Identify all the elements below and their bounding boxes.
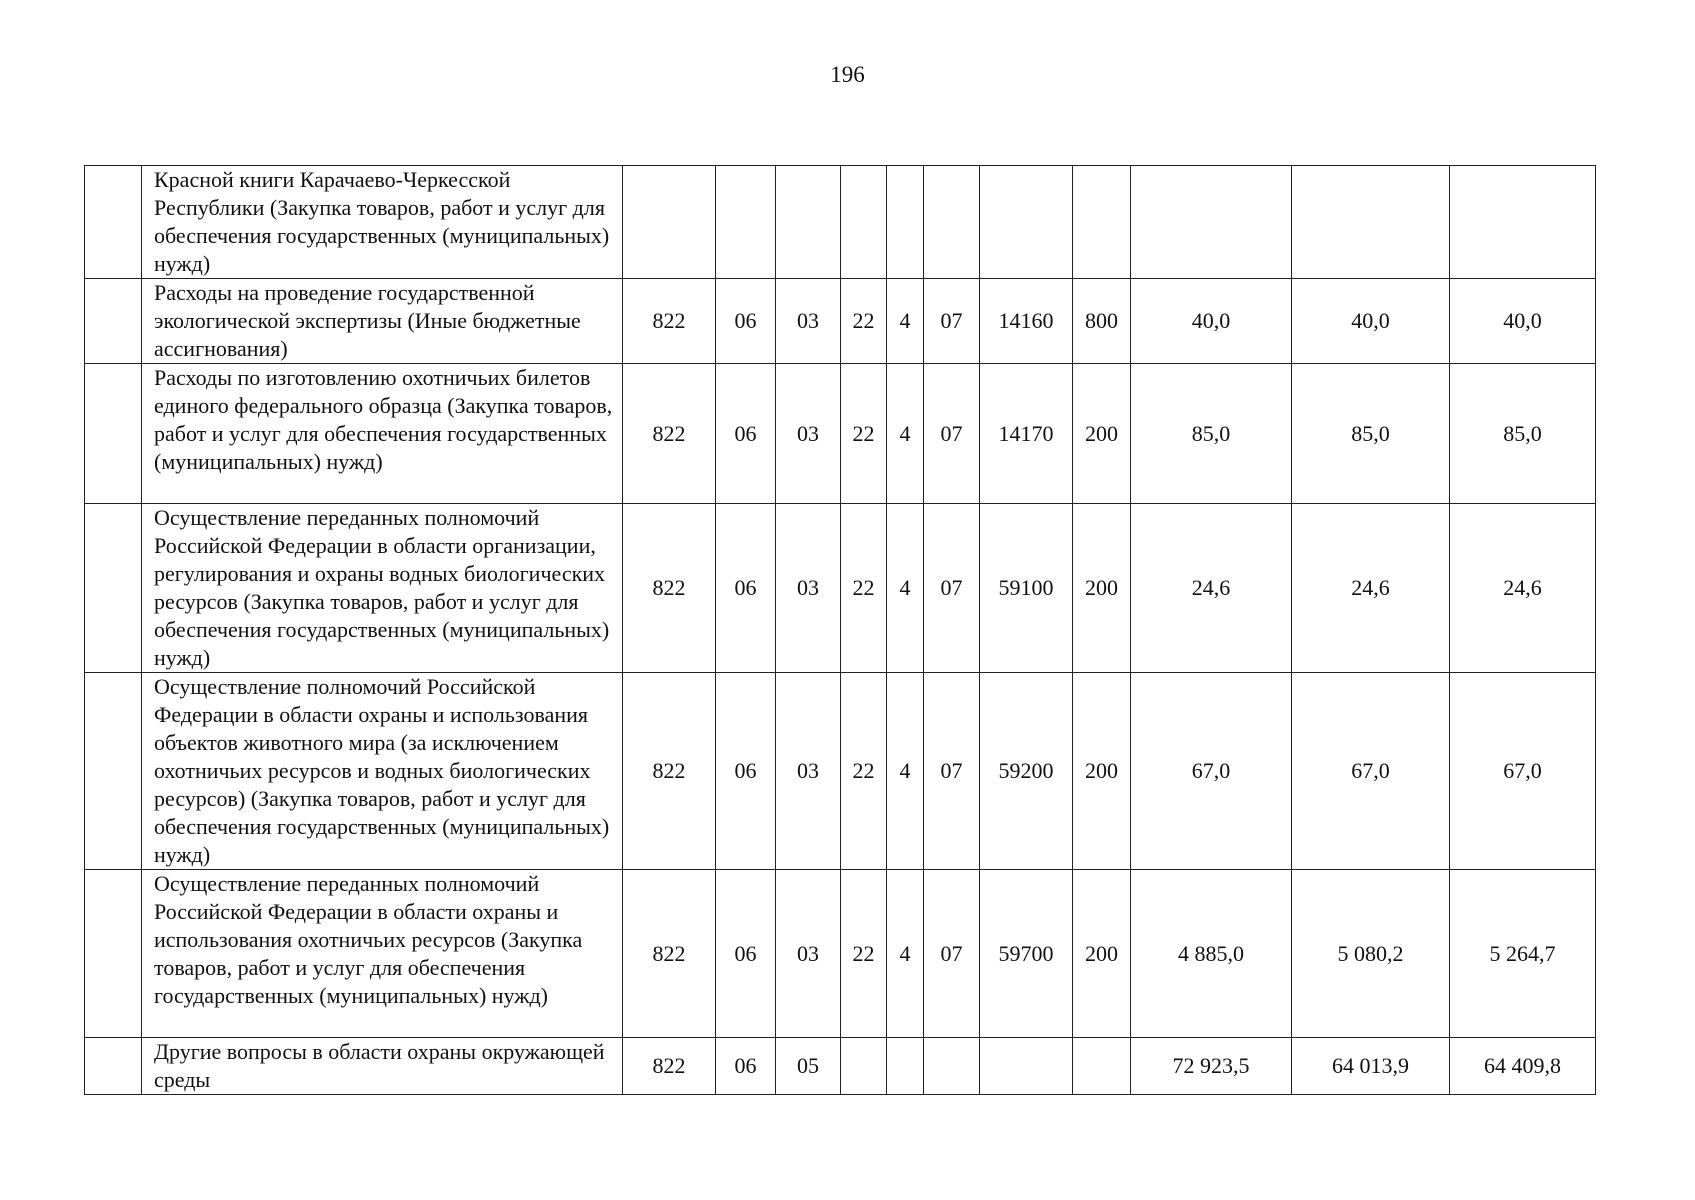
expense-type-cell: 200 (1073, 504, 1131, 673)
row-index-cell (85, 870, 142, 1038)
program-code-cell (841, 1038, 887, 1095)
sum-year2-cell: 40,0 (1292, 279, 1450, 364)
subsection-code-cell: 03 (776, 504, 841, 673)
expense-type-cell (1073, 166, 1131, 279)
admin-code-cell: 822 (623, 364, 716, 504)
section-code-cell: 06 (716, 673, 776, 870)
admin-code-cell: 822 (623, 870, 716, 1038)
sum-year3-cell: 64 409,8 (1450, 1038, 1596, 1095)
expense-type-cell: 200 (1073, 364, 1131, 504)
expense-type-cell: 800 (1073, 279, 1131, 364)
section-code-cell (716, 166, 776, 279)
sum-year1-cell: 24,6 (1131, 504, 1292, 673)
section-code-cell: 06 (716, 1038, 776, 1095)
main-event-code-cell: 07 (924, 279, 980, 364)
program-code-cell: 22 (841, 279, 887, 364)
program-code-cell: 22 (841, 364, 887, 504)
subprogram-code-cell: 4 (887, 364, 924, 504)
main-event-code-cell (924, 166, 980, 279)
sum-year2-cell: 64 013,9 (1292, 1038, 1450, 1095)
row-index-cell (85, 504, 142, 673)
direction-code-cell: 59200 (980, 673, 1073, 870)
page-number: 196 (830, 62, 865, 87)
sum-year3-cell: 85,0 (1450, 364, 1596, 504)
description-cell: Осуществление переданных полномочий Российской Федерации в области организации, регулирования и охраны водных биологических ресурсов (Закупка товаров, работ и услуг для обеспечения государственных (муниципальных) нужд) (142, 504, 623, 673)
description-cell: Расходы по изготовлению охотничьих билетов единого федерального образца (Закупка товаров, работ и услуг для обеспечения государственных (муниципальных) нужд) (142, 364, 623, 504)
sum-year2-cell: 67,0 (1292, 673, 1450, 870)
expense-type-cell: 200 (1073, 870, 1131, 1038)
direction-code-cell: 59700 (980, 870, 1073, 1038)
subprogram-code-cell: 4 (887, 870, 924, 1038)
sum-year1-cell (1131, 166, 1292, 279)
program-code-cell: 22 (841, 673, 887, 870)
sum-year1-cell: 40,0 (1131, 279, 1292, 364)
sum-year2-cell: 85,0 (1292, 364, 1450, 504)
sum-year3-cell: 24,6 (1450, 504, 1596, 673)
subsection-code-cell: 03 (776, 279, 841, 364)
expense-type-cell: 200 (1073, 673, 1131, 870)
admin-code-cell (623, 166, 716, 279)
main-event-code-cell: 07 (924, 673, 980, 870)
table-row (85, 504, 1596, 673)
table-row (85, 364, 1596, 504)
table-row (85, 166, 1596, 279)
direction-code-cell: 14170 (980, 364, 1073, 504)
sum-year3-cell (1450, 166, 1596, 279)
description-cell: Красной книги Карачаево-Черкесской Республики (Закупка товаров, работ и услуг для обеспечения государственных (муниципальных) нужд) (142, 166, 623, 279)
direction-code-cell: 59100 (980, 504, 1073, 673)
expense-type-cell (1073, 1038, 1131, 1095)
subprogram-code-cell: 4 (887, 504, 924, 673)
direction-code-cell: 14160 (980, 279, 1073, 364)
table-row (85, 673, 1596, 870)
main-event-code-cell: 07 (924, 870, 980, 1038)
section-code-cell: 06 (716, 504, 776, 673)
admin-code-cell: 822 (623, 504, 716, 673)
sum-year2-cell (1292, 166, 1450, 279)
sum-year2-cell: 5 080,2 (1292, 870, 1450, 1038)
sum-year2-cell: 24,6 (1292, 504, 1450, 673)
row-index-cell (85, 166, 142, 279)
subsection-code-cell: 03 (776, 673, 841, 870)
admin-code-cell: 822 (623, 1038, 716, 1095)
table-row (85, 1038, 1596, 1095)
program-code-cell: 22 (841, 504, 887, 673)
section-code-cell: 06 (716, 870, 776, 1038)
direction-code-cell (980, 1038, 1073, 1095)
sum-year3-cell: 5 264,7 (1450, 870, 1596, 1038)
subprogram-code-cell: 4 (887, 673, 924, 870)
subsection-code-cell: 05 (776, 1038, 841, 1095)
sum-year3-cell: 67,0 (1450, 673, 1596, 870)
row-index-cell (85, 673, 142, 870)
description-cell: Расходы на проведение государственной экологической экспертизы (Иные бюджетные ассигнования) (142, 279, 623, 364)
description-cell: Осуществление полномочий Российской Федерации в области охраны и использования объектов животного мира (за исключением охотничьих ресурсов и водных биологических ресурсов) (Закупка товаров, работ и услуг для обеспечения государственных (муниципальных) нужд) (142, 673, 623, 870)
main-event-code-cell (924, 1038, 980, 1095)
program-code-cell (841, 166, 887, 279)
description-cell: Осуществление переданных полномочий Российской Федерации в области охраны и использования охотничьих ресурсов (Закупка товаров, работ и услуг для обеспечения государственных (муниципальных) нужд) (142, 870, 623, 1038)
subprogram-code-cell: 4 (887, 279, 924, 364)
admin-code-cell: 822 (623, 673, 716, 870)
table-row (85, 870, 1596, 1038)
subsection-code-cell (776, 166, 841, 279)
subsection-code-cell: 03 (776, 364, 841, 504)
subprogram-code-cell (887, 166, 924, 279)
table-row (85, 279, 1596, 364)
description-cell: Другие вопросы в области охраны окружающей среды (142, 1038, 623, 1095)
sum-year1-cell: 67,0 (1131, 673, 1292, 870)
row-index-cell (85, 279, 142, 364)
sum-year1-cell: 4 885,0 (1131, 870, 1292, 1038)
sum-year3-cell: 40,0 (1450, 279, 1596, 364)
main-event-code-cell: 07 (924, 504, 980, 673)
subprogram-code-cell (887, 1038, 924, 1095)
sum-year1-cell: 72 923,5 (1131, 1038, 1292, 1095)
admin-code-cell: 822 (623, 279, 716, 364)
row-index-cell (85, 1038, 142, 1095)
section-code-cell: 06 (716, 364, 776, 504)
row-index-cell (85, 364, 142, 504)
direction-code-cell (980, 166, 1073, 279)
section-code-cell: 06 (716, 279, 776, 364)
subsection-code-cell: 03 (776, 870, 841, 1038)
sum-year1-cell: 85,0 (1131, 364, 1292, 504)
budget-table (84, 165, 1596, 1095)
program-code-cell: 22 (841, 870, 887, 1038)
main-event-code-cell: 07 (924, 364, 980, 504)
